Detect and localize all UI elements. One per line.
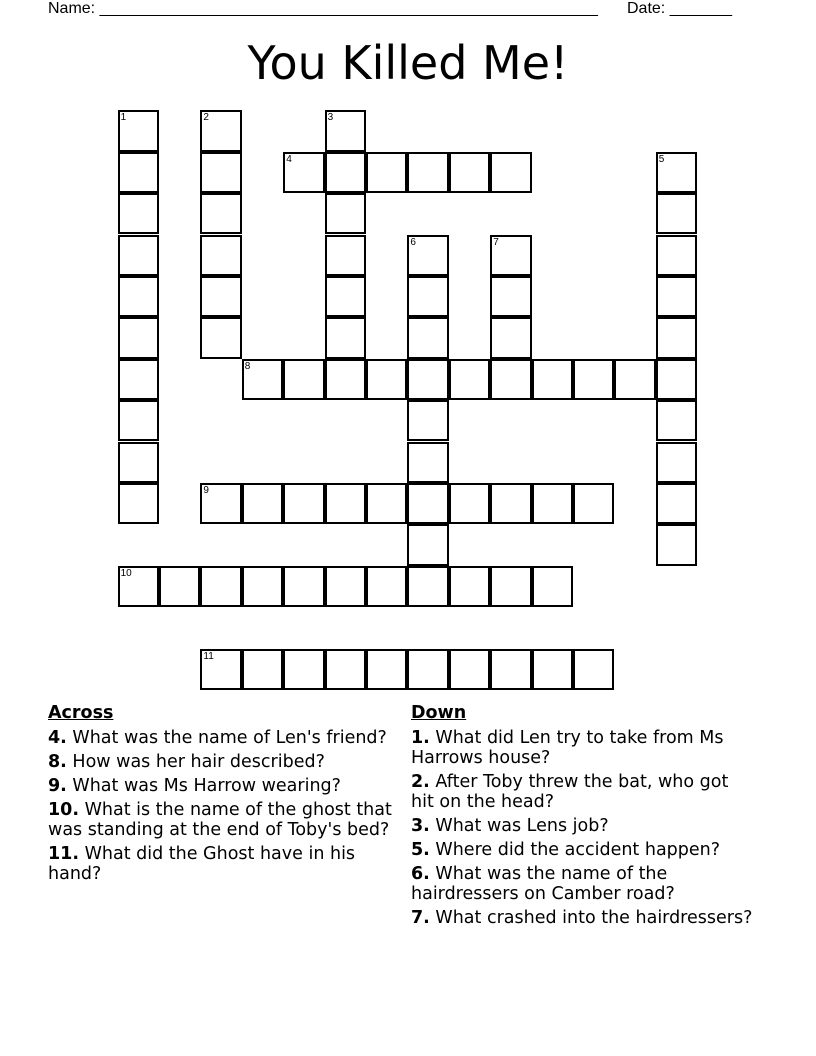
grid-cell[interactable] [407, 483, 448, 524]
grid-cell[interactable] [407, 317, 448, 358]
grid-cell[interactable] [366, 649, 407, 690]
grid-cell[interactable] [407, 276, 448, 317]
grid-cell[interactable] [656, 276, 697, 317]
grid-cell[interactable] [283, 566, 324, 607]
grid-cell[interactable] [200, 317, 241, 358]
grid-cell[interactable] [490, 649, 531, 690]
clue-down-5: 5. Where did the accident happen? [411, 840, 721, 860]
grid-cell[interactable] [283, 152, 324, 193]
down-heading: Down [411, 703, 467, 723]
grid-cell[interactable] [656, 152, 697, 193]
clue-number: 2 [203, 112, 209, 124]
grid-cell[interactable] [407, 649, 448, 690]
grid-cell[interactable] [118, 483, 159, 524]
grid-cell[interactable] [407, 359, 448, 400]
grid-cell[interactable] [407, 400, 448, 441]
grid-cell[interactable] [325, 110, 366, 151]
page-title: You Killed Me! [247, 36, 569, 90]
grid-cell[interactable] [118, 400, 159, 441]
grid-cell[interactable] [118, 317, 159, 358]
grid-cell[interactable] [614, 359, 655, 400]
grid-cell[interactable] [200, 483, 241, 524]
grid-cell[interactable] [407, 566, 448, 607]
grid-cell[interactable] [200, 110, 241, 151]
grid-cell[interactable] [573, 359, 614, 400]
grid-cell[interactable] [118, 442, 159, 483]
grid-cell[interactable] [325, 235, 366, 276]
grid-cell[interactable] [573, 649, 614, 690]
grid-cell[interactable] [118, 359, 159, 400]
grid-cell[interactable] [366, 152, 407, 193]
clue-down-7: 7. What crashed into the hairdressers? [411, 908, 753, 928]
grid-cell[interactable] [325, 483, 366, 524]
grid-cell[interactable] [159, 566, 200, 607]
grid-cell[interactable] [200, 649, 241, 690]
clue-number: 1 [120, 112, 127, 124]
clue-down-6: 6. What was the name of the hairdressers on Camber road? [411, 864, 675, 904]
clue-across-11: 11. What did the Ghost have in his hand? [48, 844, 356, 884]
across-heading: Across [48, 703, 114, 723]
grid-cell[interactable] [490, 359, 531, 400]
grid-cell[interactable] [366, 566, 407, 607]
grid-cell[interactable] [656, 359, 697, 400]
across-clues [48, 703, 398, 888]
grid-cell[interactable] [407, 235, 448, 276]
grid-cell[interactable] [200, 235, 241, 276]
grid-cell[interactable] [656, 524, 697, 565]
grid-cell[interactable] [283, 483, 324, 524]
clue-number: 10 [120, 567, 132, 579]
grid-cell[interactable] [118, 110, 159, 151]
grid-cell[interactable] [407, 442, 448, 483]
grid-cell[interactable] [656, 193, 697, 234]
grid-cell[interactable] [407, 524, 448, 565]
grid-cell[interactable] [573, 483, 614, 524]
grid-cell[interactable] [325, 359, 366, 400]
grid-cell[interactable] [407, 152, 448, 193]
grid-cell[interactable] [449, 152, 490, 193]
grid-cell[interactable] [532, 649, 573, 690]
grid-cell[interactable] [325, 152, 366, 193]
grid-cell[interactable] [200, 276, 241, 317]
grid-cell[interactable] [532, 566, 573, 607]
clue-number: 8 [244, 360, 251, 372]
grid-cell[interactable] [242, 483, 283, 524]
grid-cell[interactable] [449, 359, 490, 400]
grid-cell[interactable] [242, 566, 283, 607]
grid-cell[interactable] [490, 317, 531, 358]
grid-cell[interactable] [449, 649, 490, 690]
grid-cell[interactable] [656, 483, 697, 524]
grid-cell[interactable] [490, 566, 531, 607]
clue-number: 4 [286, 153, 292, 165]
grid-cell[interactable] [200, 152, 241, 193]
clue-down-2: 2. After Toby threw the bat, who got hit on the head? [411, 772, 729, 812]
grid-cell[interactable] [656, 400, 697, 441]
clue-number: 5 [658, 153, 665, 165]
name-line[interactable]: ________________________________________________________ [99, 0, 598, 17]
grid-cell[interactable] [490, 235, 531, 276]
grid-cell[interactable] [449, 566, 490, 607]
grid-cell[interactable] [656, 235, 697, 276]
grid-cell[interactable] [283, 359, 324, 400]
grid-cell[interactable] [366, 483, 407, 524]
grid-cell[interactable] [656, 317, 697, 358]
grid-cell[interactable] [490, 276, 531, 317]
clue-number: 3 [327, 112, 334, 124]
grid-cell[interactable] [325, 566, 366, 607]
grid-cell[interactable] [118, 193, 159, 234]
grid-cell[interactable] [242, 649, 283, 690]
grid-cell[interactable] [490, 483, 531, 524]
date-label: Date: [627, 0, 666, 17]
grid-cell[interactable] [532, 359, 573, 400]
grid-cell[interactable] [283, 649, 324, 690]
grid-cell[interactable] [118, 235, 159, 276]
clue-number: 9 [203, 484, 209, 496]
clue-across-4: 4. What was the name of Len's friend? [48, 728, 387, 748]
grid-cell[interactable] [118, 566, 159, 607]
clue-number: 7 [493, 236, 499, 248]
grid-cell[interactable] [325, 649, 366, 690]
grid-cell[interactable] [118, 152, 159, 193]
grid-cell[interactable] [532, 483, 573, 524]
clue-down-1: 1. What did Len try to take from Ms Harrows house? [411, 728, 724, 768]
date-line[interactable]: _______ [669, 0, 732, 17]
clue-down-3: 3. What was Lens job? [411, 816, 609, 836]
clue-across-9: 9. What was Ms Harrow wearing? [48, 776, 341, 796]
grid-cell[interactable] [490, 152, 531, 193]
grid-cell[interactable] [656, 442, 697, 483]
grid-cell[interactable] [200, 566, 241, 607]
grid-cell[interactable] [366, 359, 407, 400]
clue-number: 11 [203, 650, 214, 662]
grid-cell[interactable] [325, 193, 366, 234]
grid-cell[interactable] [325, 317, 366, 358]
grid-cell[interactable] [325, 276, 366, 317]
grid-cell[interactable] [242, 359, 283, 400]
grid-cell[interactable] [118, 276, 159, 317]
name-label: Name: [48, 0, 96, 17]
clue-number: 6 [410, 236, 416, 248]
clue-across-8: 8. How was her hair described? [48, 752, 325, 772]
grid-cell[interactable] [200, 193, 241, 234]
clue-across-10: 10. What is the name of the ghost that was standing at the end of Toby's bed? [48, 800, 392, 840]
grid-cell[interactable] [449, 483, 490, 524]
down-clues [411, 703, 756, 932]
